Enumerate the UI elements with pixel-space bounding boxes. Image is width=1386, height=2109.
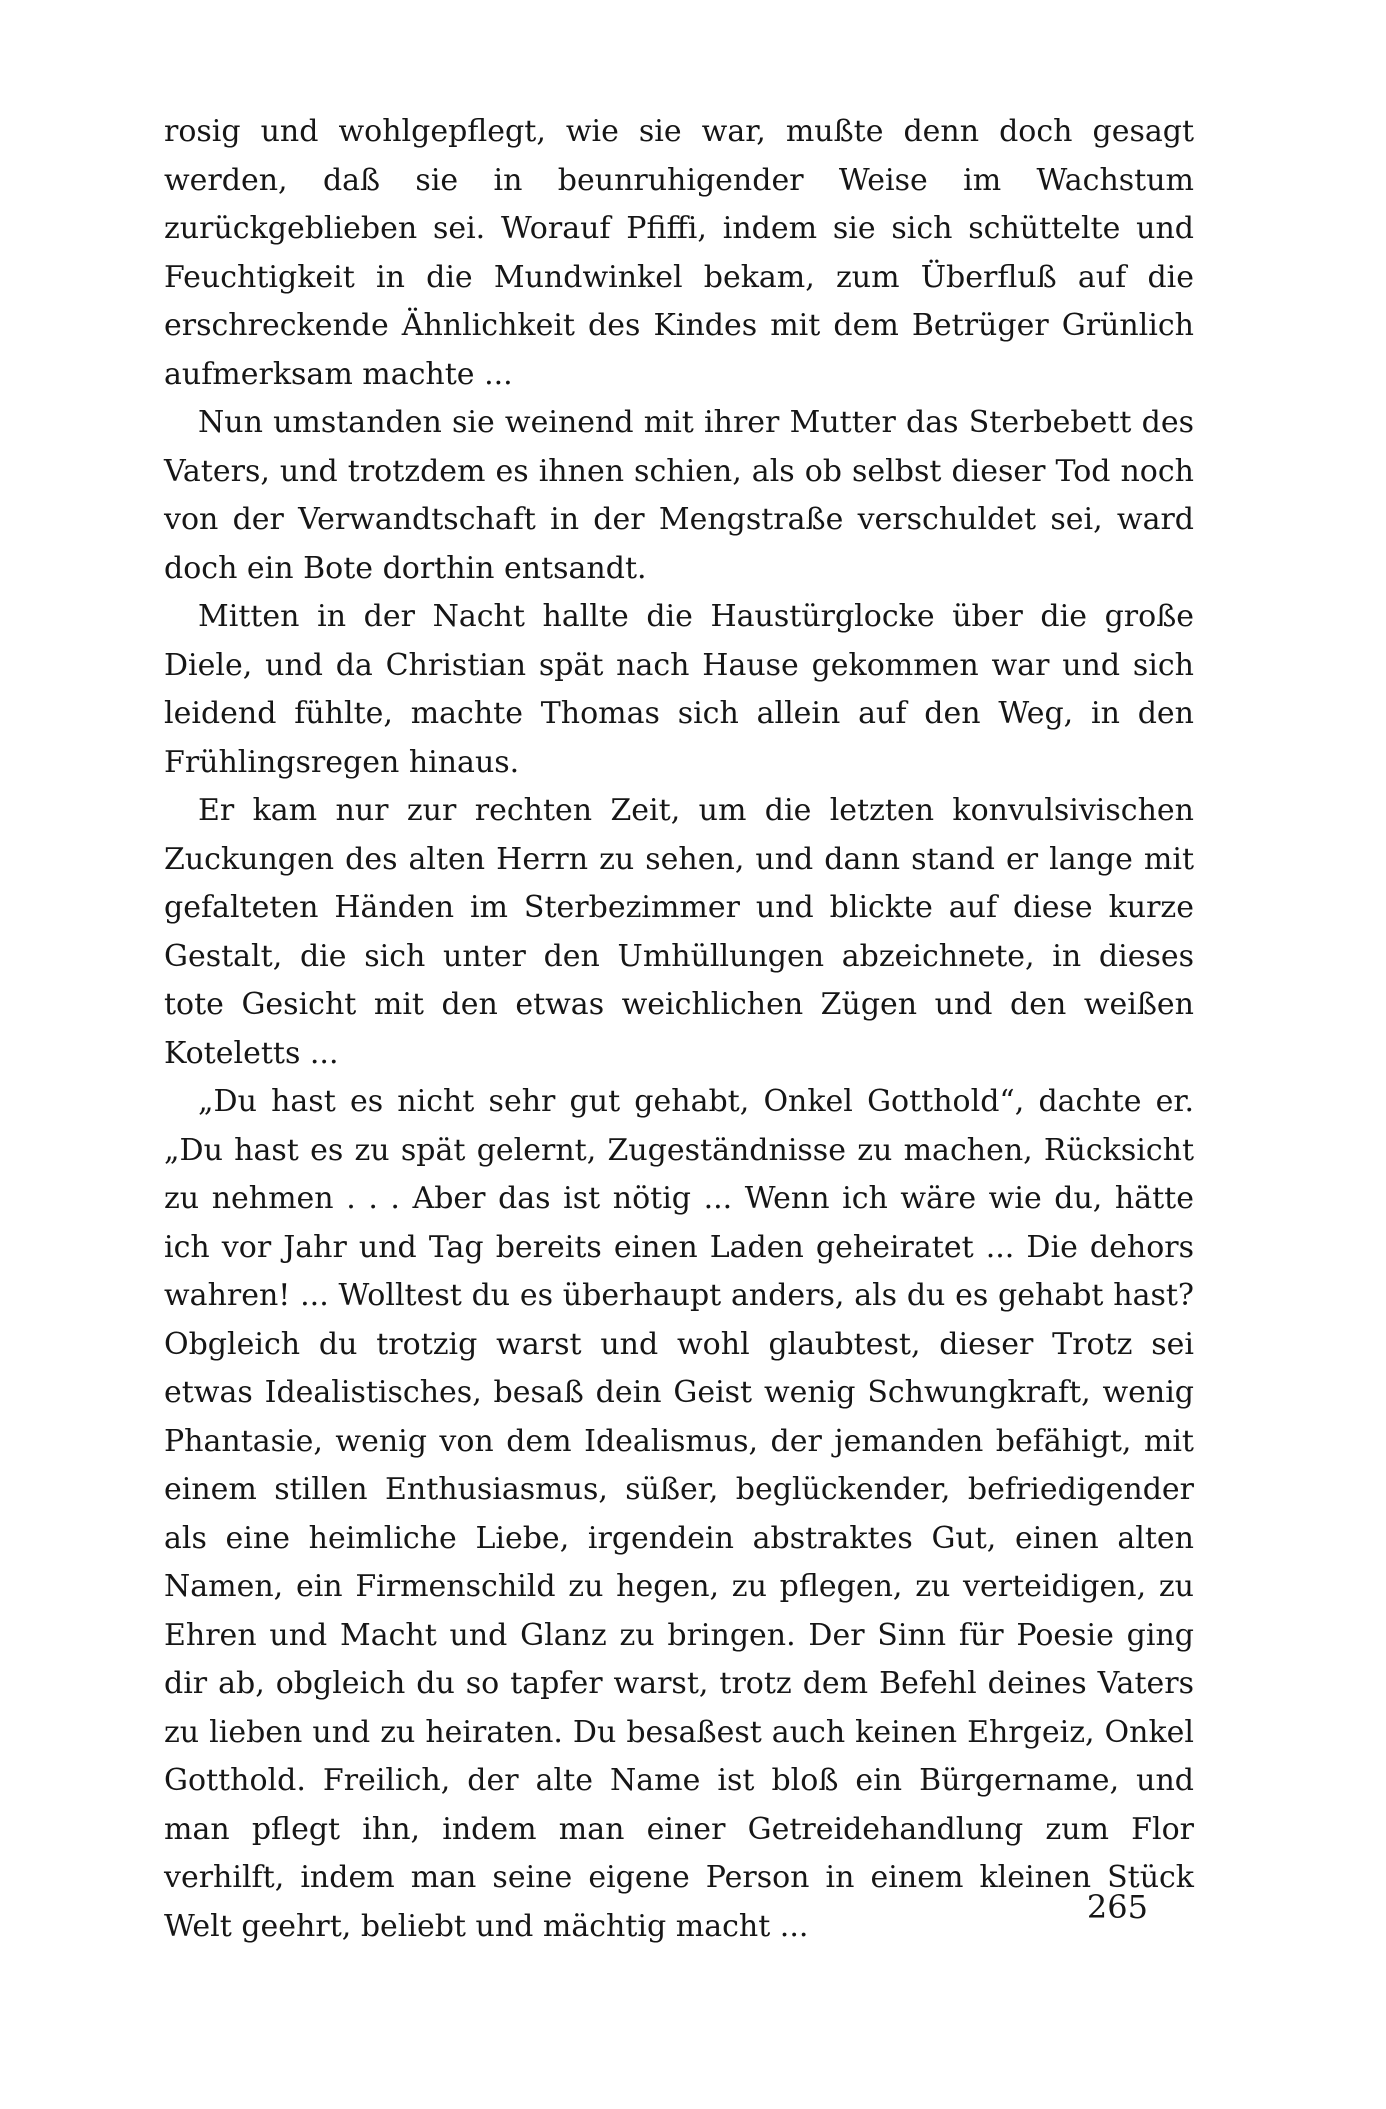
paragraph-2: Nun umstanden sie weinend mit ihrer Mutter das Sterbebett des Vaters, und trotzdem es ihnen schien, als ob selbst dieser Tod noch von der Verwandtschaft in der Mengstraße verschuldet sei, ward doch ein Bote dorthin entsandt. bbox=[164, 405, 1194, 586]
paragraph-3: Mitten in der Nacht hallte die Haustürglocke über die große Diele, und da Christian spät nach Hause gekommen war und sich leidend fühlte, machte Thomas sich allein auf den Weg, in den Frühlingsregen hinaus. bbox=[164, 599, 1194, 780]
paragraph-1: rosig und wohlgepflegt, wie sie war, mußte denn doch gesagt werden, daß sie in beunruhigender Weise im Wachstum zurückgeblieben sei. Worauf Pfiffi, indem sie sich schüttelte und Feuchtigkeit in die Mundwinkel bekam, zum Überfluß auf die erschreckende Ähnlichkeit des Kindes mit dem Betrüger Grünlich aufmerksam machte ... bbox=[164, 114, 1194, 392]
page-number: 265 bbox=[1086, 1888, 1148, 1926]
paragraph-4: Er kam nur zur rechten Zeit, um die letzten konvulsivischen Zuckungen des alten Herrn zu sehen, und dann stand er lange mit gefalteten Händen im Sterbezimmer und blickte auf diese kurze Gestalt, die sich unter den Umhüllungen abzeichnete, in dieses tote Gesicht mit den etwas weichlichen Zügen und den weißen Koteletts ... bbox=[164, 793, 1194, 1071]
paragraph-5: „Du hast es nicht sehr gut gehabt, Onkel Gotthold“, dachte er. „Du hast es zu spät gelernt, Zugeständnisse zu machen, Rücksicht zu nehmen . . . Aber das ist nötig ... Wenn ich wäre wie du, hätte ich vor Jahr und Tag bereits einen Laden geheiratet ... Die dehors wahren! ... Wolltest du es überhaupt anders, als du es gehabt hast? Obgleich du trotzig warst und wohl glaubtest, dieser Trotz sei etwas Idealistisches, besaß dein Geist wenig Schwungkraft, wenig Phantasie, wenig von dem Idealismus, der jemanden befähigt, mit einem stillen Enthusiasmus, süßer, beglückender, befriedigender als eine heimliche Liebe, irgendein abstraktes Gut, einen alten Namen, ein Firmenschild zu hegen, zu pflegen, zu verteidigen, zu Ehren und Macht und Glanz zu bringen. Der Sinn für Poesie ging dir ab, obgleich du so tapfer warst, trotz dem Befehl deines Vaters zu lieben und zu heiraten. Du besaßest auch keinen Ehrgeiz, Onkel Gotthold. Freilich, der alte Name ist bloß ein Bürgername, und man pflegt ihn, indem man einer Getreidehandlung zum Flor verhilft, indem man seine eigene Person in einem kleinen Stück Welt geehrt, beliebt und mächtig macht ... bbox=[164, 1084, 1194, 1944]
body-text bbox=[164, 108, 1194, 1951]
